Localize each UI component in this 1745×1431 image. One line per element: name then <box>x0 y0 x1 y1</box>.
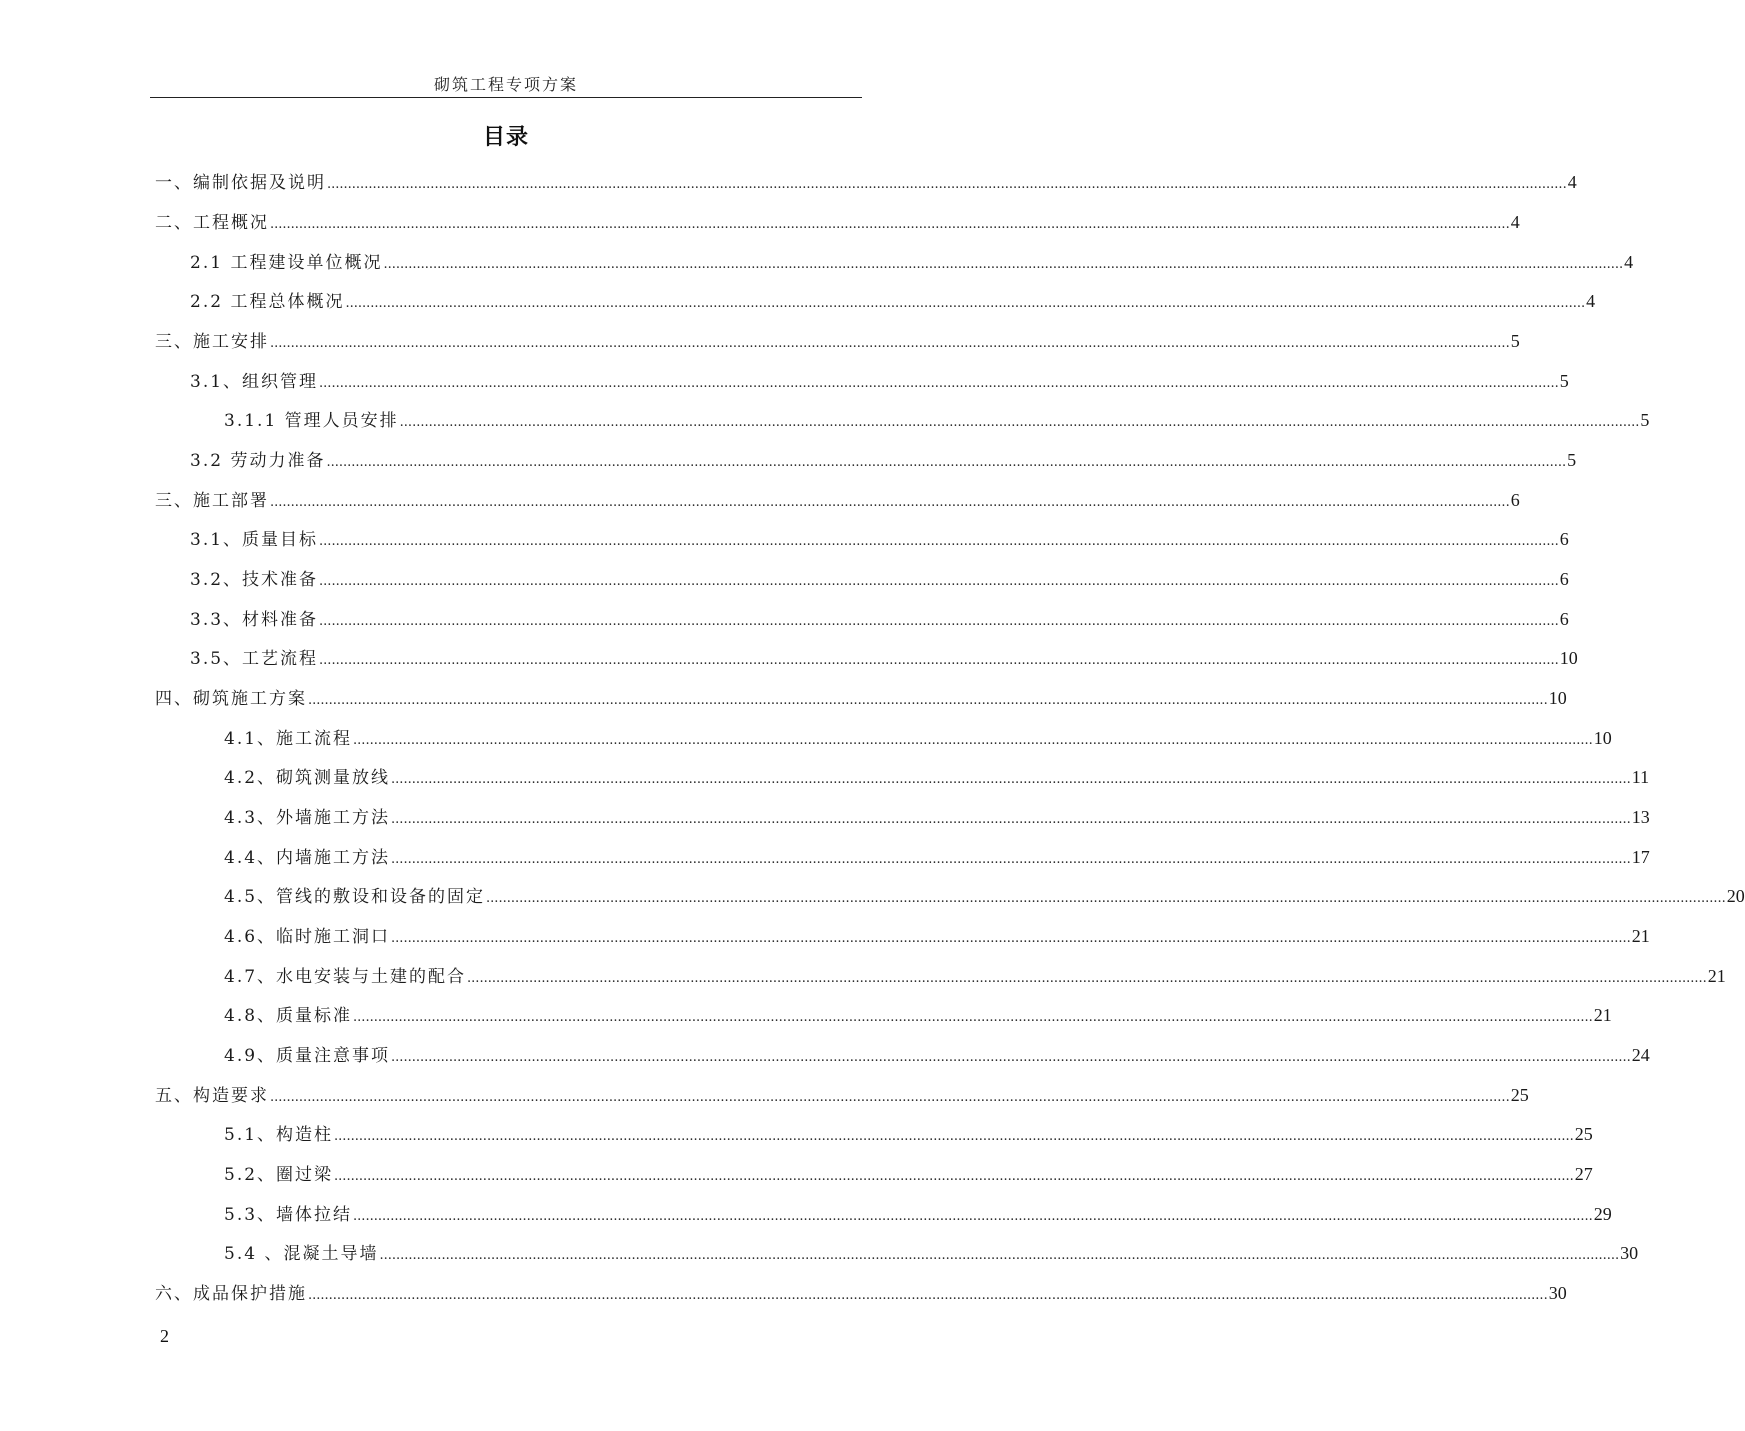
toc-leader: ............................................................................................................................................................................................................................................................................................................ <box>270 336 1510 351</box>
toc-entry-page: 5 <box>1567 450 1577 470</box>
toc-entry[interactable] <box>224 918 1650 954</box>
toc-leader: ............................................................................................................................................................................................................................................................................................................ <box>353 1209 1593 1224</box>
toc-entry[interactable] <box>155 1275 1567 1311</box>
toc-leader: ............................................................................................................................................................................................................................................................................................................ <box>308 693 1548 708</box>
toc-entry-page: 25 <box>1510 1085 1529 1105</box>
toc-entry-label: 二、工程概况 <box>155 213 269 233</box>
toc-entry-page: 21 <box>1707 966 1726 986</box>
toc-entry-page: 5 <box>1510 331 1520 351</box>
toc-entry-label: 三、施工部署 <box>155 491 269 511</box>
toc-entry-label: 5.1、构造柱 <box>224 1125 334 1145</box>
toc-entry-label: 4.5、管线的敷设和设备的固定 <box>224 887 486 907</box>
toc-leader: ............................................................................................................................................................................................................................................................................................................ <box>391 1050 1631 1065</box>
toc-leader: ............................................................................................................................................................................................................................................................................................................ <box>486 891 1726 906</box>
toc-leader: ............................................................................................................................................................................................................................................................................................................ <box>345 296 1586 311</box>
toc-leader: ............................................................................................................................................................................................................................................................................................................ <box>326 455 1567 470</box>
toc-entry-label: 3.1、组织管理 <box>190 372 319 392</box>
toc-entry-label: 3.1、质量目标 <box>190 530 319 550</box>
toc-leader: ............................................................................................................................................................................................................................................................................................................ <box>270 1090 1510 1105</box>
toc-leader: ............................................................................................................................................................................................................................................................................................................ <box>391 812 1631 827</box>
toc-entry-label: 4.9、质量注意事项 <box>224 1046 391 1066</box>
toc-leader: ............................................................................................................................................................................................................................................................................................................ <box>319 534 1559 549</box>
toc-entry-page: 6 <box>1559 529 1569 549</box>
toc-leader: ............................................................................................................................................................................................................................................................................................................ <box>383 257 1624 272</box>
toc-entry-label: 4.7、水电安装与土建的配合 <box>224 967 467 987</box>
toc-leader: ............................................................................................................................................................................................................................................................................................................ <box>353 1010 1593 1025</box>
toc-entry-label: 3.1.1 管理人员安排 <box>224 411 399 431</box>
toc-entry-page: 13 <box>1631 807 1650 827</box>
toc-entry-label: 5.3、墙体拉结 <box>224 1205 353 1225</box>
toc-leader: ............................................................................................................................................................................................................................................................................................................ <box>391 931 1631 946</box>
toc-leader: ............................................................................................................................................................................................................................................................................................................ <box>353 733 1593 748</box>
toc-entry-page: 10 <box>1548 688 1567 708</box>
toc-entry-page: 5 <box>1559 371 1569 391</box>
toc-entry[interactable] <box>190 442 1577 478</box>
toc-leader: ............................................................................................................................................................................................................................................................................................................ <box>379 1248 1620 1263</box>
toc-leader: ............................................................................................................................................................................................................................................................................................................ <box>270 217 1510 232</box>
toc-entry[interactable] <box>190 363 1569 399</box>
toc-entry[interactable] <box>224 839 1650 875</box>
toc-entry-page: 24 <box>1631 1045 1650 1065</box>
toc-title: 目录 <box>482 124 529 150</box>
toc-entry-page: 25 <box>1574 1124 1593 1144</box>
toc-entry[interactable] <box>190 561 1569 597</box>
toc-entry-page: 11 <box>1631 767 1650 787</box>
toc-entry-page: 4 <box>1624 252 1634 272</box>
toc-entry[interactable] <box>224 997 1612 1033</box>
toc-entry-page: 6 <box>1510 490 1520 510</box>
toc-entry-page: 29 <box>1593 1204 1612 1224</box>
toc-entry-page: 4 <box>1586 291 1596 311</box>
toc-entry-page: 6 <box>1559 609 1569 629</box>
toc-entry-label: 4.8、质量标准 <box>224 1006 353 1026</box>
toc-entry-page: 5 <box>1640 410 1650 430</box>
toc-entry[interactable] <box>224 1037 1650 1073</box>
toc-entry-label: 五、构造要求 <box>155 1086 269 1106</box>
toc-entry[interactable] <box>224 1235 1639 1271</box>
toc-entry-page: 27 <box>1574 1164 1593 1184</box>
toc-entry[interactable] <box>224 1116 1593 1152</box>
toc-leader: ............................................................................................................................................................................................................................................................................................................ <box>327 177 1567 192</box>
toc-entry[interactable] <box>190 601 1569 637</box>
toc-entry-label: 2.2 工程总体概况 <box>190 292 345 312</box>
toc-entry[interactable] <box>224 720 1612 756</box>
toc-entry[interactable] <box>224 799 1650 835</box>
toc-entry-page: 4 <box>1567 172 1577 192</box>
toc-entry[interactable] <box>155 204 1520 240</box>
toc-entry[interactable] <box>155 1077 1529 1113</box>
toc-entry-label: 三、施工安排 <box>155 332 269 352</box>
toc-leader: ............................................................................................................................................................................................................................................................................................................ <box>319 574 1559 589</box>
toc-entry-label: 5.4 、混凝土导墙 <box>224 1244 379 1264</box>
toc-entry-label: 4.3、外墙施工方法 <box>224 808 391 828</box>
toc-leader: ............................................................................................................................................................................................................................................................................................................ <box>467 971 1707 986</box>
toc-entry-label: 3.2 劳动力准备 <box>190 451 326 471</box>
toc-entry[interactable] <box>155 680 1567 716</box>
toc-leader: ............................................................................................................................................................................................................................................................................................................ <box>319 376 1559 391</box>
toc-leader: ............................................................................................................................................................................................................................................................................................................ <box>391 852 1631 867</box>
toc-entry-label: 六、成品保护措施 <box>155 1284 307 1304</box>
toc-leader: ............................................................................................................................................................................................................................................................................................................ <box>270 495 1510 510</box>
toc-entry[interactable] <box>190 283 1596 319</box>
page-number: 2 <box>160 1326 169 1346</box>
toc-entry[interactable] <box>190 521 1569 557</box>
toc-entry-label: 一、编制依据及说明 <box>155 173 326 193</box>
toc-entry-label: 4.2、砌筑测量放线 <box>224 768 391 788</box>
toc-entry-page: 17 <box>1631 847 1650 867</box>
toc-entry-page: 30 <box>1620 1243 1639 1263</box>
toc-leader: ............................................................................................................................................................................................................................................................................................................ <box>399 415 1640 430</box>
toc-entry-page: 10 <box>1559 648 1578 668</box>
toc-entry[interactable] <box>224 1156 1593 1192</box>
toc-leader: ............................................................................................................................................................................................................................................................................................................ <box>308 1288 1548 1303</box>
toc-entry-page: 10 <box>1593 728 1612 748</box>
toc-entry[interactable] <box>190 244 1634 280</box>
toc-leader: ............................................................................................................................................................................................................................................................................................................ <box>319 653 1559 668</box>
toc-leader: ............................................................................................................................................................................................................................................................................................................ <box>391 772 1631 787</box>
toc-entry-label: 4.6、临时施工洞口 <box>224 927 391 947</box>
toc-entry-label: 2.1 工程建设单位概况 <box>190 253 383 273</box>
toc-entry[interactable] <box>224 759 1650 795</box>
toc-entry-page: 30 <box>1548 1283 1567 1303</box>
toc-entry-label: 5.2、圈过梁 <box>224 1165 334 1185</box>
toc-entry-page: 21 <box>1593 1005 1612 1025</box>
toc-entry[interactable] <box>155 323 1520 359</box>
toc-entry-page: 4 <box>1510 212 1520 232</box>
toc-entry-label: 3.3、材料准备 <box>190 610 319 630</box>
toc-entry[interactable] <box>224 1196 1612 1232</box>
toc-entry-page: 20 <box>1726 886 1745 906</box>
toc-entry-page: 6 <box>1559 569 1569 589</box>
toc-leader: ............................................................................................................................................................................................................................................................................................................ <box>334 1169 1574 1184</box>
toc-entry[interactable] <box>224 878 1745 914</box>
toc-entry[interactable] <box>190 640 1578 676</box>
toc-entry-label: 4.4、内墙施工方法 <box>224 848 391 868</box>
toc-entry[interactable] <box>155 164 1577 200</box>
toc-entry-label: 3.5、工艺流程 <box>190 649 319 669</box>
toc-entry-label: 四、砌筑施工方案 <box>155 689 307 709</box>
toc-entry-label: 3.2、技术准备 <box>190 570 319 590</box>
toc-leader: ............................................................................................................................................................................................................................................................................................................ <box>319 614 1559 629</box>
toc-entry-page: 21 <box>1631 926 1650 946</box>
toc-entry[interactable] <box>224 402 1650 438</box>
toc-leader: ............................................................................................................................................................................................................................................................................................................ <box>334 1129 1574 1144</box>
toc-entry[interactable] <box>155 482 1520 518</box>
toc-entry-label: 4.1、施工流程 <box>224 729 353 749</box>
header-rule <box>150 97 862 98</box>
running-header: 砌筑工程专项方案 <box>433 75 578 94</box>
toc-entry[interactable] <box>224 958 1726 994</box>
